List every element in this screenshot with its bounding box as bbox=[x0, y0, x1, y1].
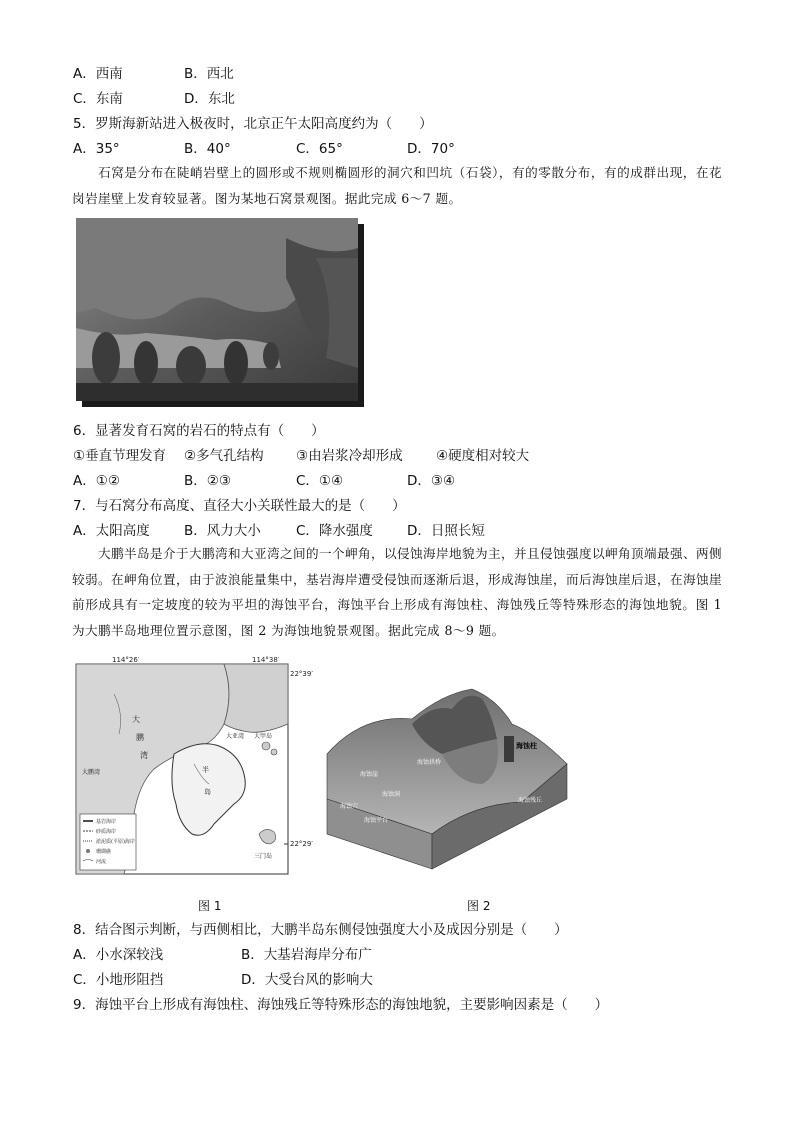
stone-nest-photo bbox=[76, 218, 358, 401]
q7-option-c: C．降水强度 bbox=[296, 523, 373, 539]
q4-option-d: D．东北 bbox=[184, 91, 235, 107]
q6-item-3: ③由岩浆冷却形成 bbox=[296, 448, 403, 464]
q9-stem: 9．海蚀平台上形成有海蚀柱、海蚀残丘等特殊形态的海蚀地貌，主要影响因素是（ ） bbox=[73, 997, 609, 1013]
fig2-label-sea-arch: 海蚀拱桥 bbox=[417, 759, 442, 766]
dapeng-location-map bbox=[74, 654, 324, 882]
map-label-daya-bay: 大亚湾 bbox=[226, 733, 245, 740]
q5-option-c: C．65° bbox=[296, 141, 343, 157]
legend-sand-coast: 砂质海岸 bbox=[96, 829, 117, 835]
q6-stem: 6．显著发育石窝的岩石的特点有（ ） bbox=[73, 423, 325, 439]
fig2-label-sea-knoll: 海蚀残丘 bbox=[518, 797, 543, 804]
q8-option-a: A．小水深较浅 bbox=[73, 947, 164, 963]
q6-item-2: ②多气孔结构 bbox=[184, 448, 264, 464]
q5-option-d: D．70° bbox=[407, 141, 455, 157]
q6-item-4: ④硬度相对较大 bbox=[436, 448, 530, 464]
q7-option-b: B．风力大小 bbox=[184, 523, 261, 539]
map-label-dapeng-bay: 大鹏湾 bbox=[82, 769, 101, 776]
figure-1-caption: 图 1 bbox=[198, 899, 222, 913]
legend-mud-coast: 淤泥质(平原)海岸 bbox=[96, 839, 135, 845]
q7-stem: 7．与石窝分布高度、直径大小关联性最大的是（ ） bbox=[73, 498, 406, 514]
q6-item-1: ①垂直节理发育 bbox=[73, 448, 167, 464]
figure-2-caption: 图 2 bbox=[467, 899, 491, 913]
q5-option-b: B．40° bbox=[184, 141, 231, 157]
fig1-lat-bottom: 22°29′ bbox=[290, 840, 313, 848]
q5-option-a: A．35° bbox=[73, 141, 120, 157]
map-label-dao: 岛 bbox=[204, 788, 211, 796]
q8-stem: 8．结合图示判断，与西侧相比，大鹏半岛东侧侵蚀强度大小及成因分别是（ ） bbox=[73, 922, 568, 938]
q8-option-d: D．大受台风的影响大 bbox=[241, 972, 373, 988]
passage-stone-nest: 石窝是分布在陡峭岩壁上的圆形或不规则椭圆形的洞穴和凹坑（石袋），有的零散分布，有的成群出现，在花岗岩崖壁上发育较显著。图为某地石窝景观图。据此完成 6～7 题。 bbox=[72, 165, 722, 206]
fig1-lat-top: 22°39′ bbox=[290, 670, 313, 678]
fig2-label-sea-notch: 海蚀穴 bbox=[340, 803, 359, 810]
fig2-label-sea-cave: 海蚀洞 bbox=[382, 791, 401, 798]
q6-option-a: A．①② bbox=[73, 473, 120, 489]
legend-coral-reef: 珊瑚礁 bbox=[96, 849, 112, 855]
map-label-dajia-island: 大甲岛 bbox=[254, 733, 273, 740]
fig2-label-sea-stack: 海蚀柱 bbox=[516, 742, 537, 750]
legend-rock-coast: 基岩海岸 bbox=[96, 819, 117, 825]
sea-erosion-landscape bbox=[322, 684, 572, 876]
q8-option-c: C．小地形阻挡 bbox=[73, 972, 164, 988]
q4-option-a: A．西南 bbox=[73, 66, 123, 82]
fig2-label-sea-cliff: 海蚀崖 bbox=[360, 771, 379, 778]
fig1-lon-left: 114°26′ bbox=[112, 656, 140, 664]
q4-option-b: B．西北 bbox=[184, 66, 234, 82]
q4-option-c: C．东南 bbox=[73, 91, 123, 107]
map-label-wan: 湾 bbox=[140, 751, 148, 760]
q7-option-a: A．太阳高度 bbox=[73, 523, 150, 539]
map-label-da: 大 bbox=[132, 715, 140, 724]
fig2-label-wave-platform: 海蚀平台 bbox=[364, 817, 389, 824]
q6-option-d: D．③④ bbox=[407, 473, 456, 489]
legend-river: 河流 bbox=[96, 859, 107, 865]
q6-option-c: C．①④ bbox=[296, 473, 344, 489]
q6-option-b: B．②③ bbox=[184, 473, 231, 489]
map-label-sanmen-island: 三门岛 bbox=[254, 853, 273, 860]
q8-option-b: B．大基岩海岸分布广 bbox=[241, 947, 372, 963]
q7-option-d: D．日照长短 bbox=[407, 523, 485, 539]
passage-dapeng: 大鹏半岛是介于大鹏湾和大亚湾之间的一个岬角，以侵蚀海岸地貌为主，并且侵蚀强度以岬角顶端最强、两侧较弱。在岬角位置，由于波浪能量集中，基岩海岸遭受侵蚀而逐渐后退，形成海蚀崖，而后海蚀崖后退，在海蚀崖前形成具有一定坡度的较为平坦的海蚀平台，海蚀平台上形成有海蚀柱、海蚀残丘等特殊形态的海蚀地貌。图 1 为大鹏半岛地理位置示意图，图 2 为海蚀地貌景观图。据此完成 8～9 题。 bbox=[72, 546, 722, 638]
q5-stem: 5．罗斯海新站进入极夜时，北京正午太阳高度约为（ ） bbox=[73, 116, 433, 132]
map-label-ban: 半 bbox=[202, 766, 209, 774]
fig1-lon-right: 114°38′ bbox=[252, 656, 280, 664]
map-label-peng: 鹏 bbox=[136, 733, 144, 742]
